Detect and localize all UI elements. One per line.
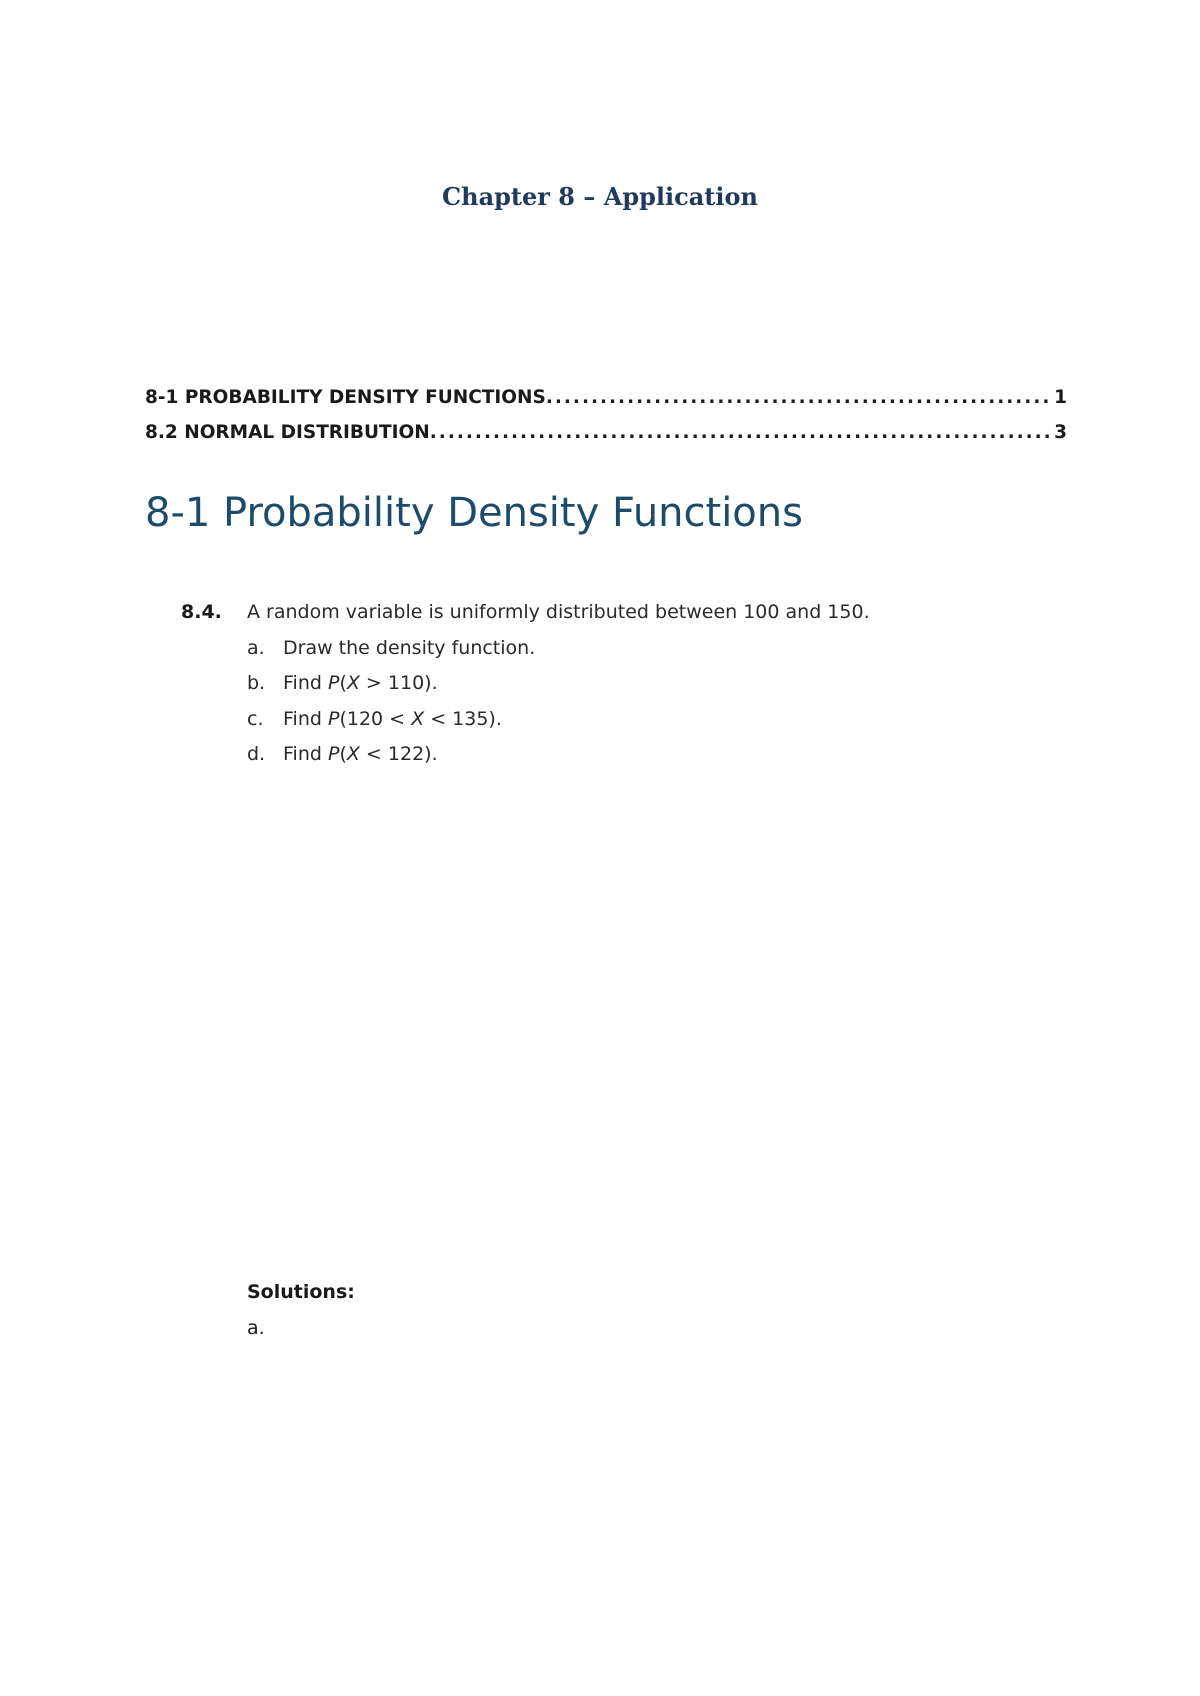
section-heading: 8-1 Probability Density Functions xyxy=(145,490,803,536)
solution-part-label: a. xyxy=(247,1316,265,1339)
toc-entry-page: 3 xyxy=(1054,422,1067,443)
part-text: Find P(X < 122). xyxy=(283,743,438,765)
problem-part xyxy=(247,702,870,738)
problem-statement: A random variable is uniformly distributed between 100 and 150. xyxy=(247,601,870,623)
toc-leader-dots xyxy=(546,380,1050,415)
part-text: Find P(X > 110). xyxy=(283,672,438,694)
problem-part xyxy=(247,666,870,702)
problem-statement-row xyxy=(181,595,870,631)
table-of-contents xyxy=(145,380,1067,450)
solutions-heading: Solutions: xyxy=(247,1281,355,1303)
part-letter: a. xyxy=(247,636,265,659)
problem-part xyxy=(247,631,870,667)
part-text: Find P(120 < X < 135). xyxy=(283,707,502,730)
problem-number: 8.4. xyxy=(181,601,222,623)
toc-entry[interactable] xyxy=(145,380,1067,415)
toc-leader-dots xyxy=(430,415,1050,450)
part-letter: c. xyxy=(247,707,264,730)
problem-block xyxy=(181,595,870,773)
part-letter: d. xyxy=(247,743,266,765)
toc-entry-page: 1 xyxy=(1054,387,1067,408)
part-text: Draw the density function. xyxy=(283,636,536,659)
toc-entry-label: 8.2 NORMAL DISTRIBUTION xyxy=(145,422,430,443)
problem-part xyxy=(247,737,870,773)
toc-entry-label: 8-1 PROBABILITY DENSITY FUNCTIONS xyxy=(145,387,546,408)
part-letter: b. xyxy=(247,672,266,694)
toc-entry[interactable] xyxy=(145,415,1067,450)
problem-parts xyxy=(247,631,870,773)
chapter-title: Chapter 8 – Application xyxy=(442,182,758,211)
solutions-block xyxy=(247,1275,355,1346)
